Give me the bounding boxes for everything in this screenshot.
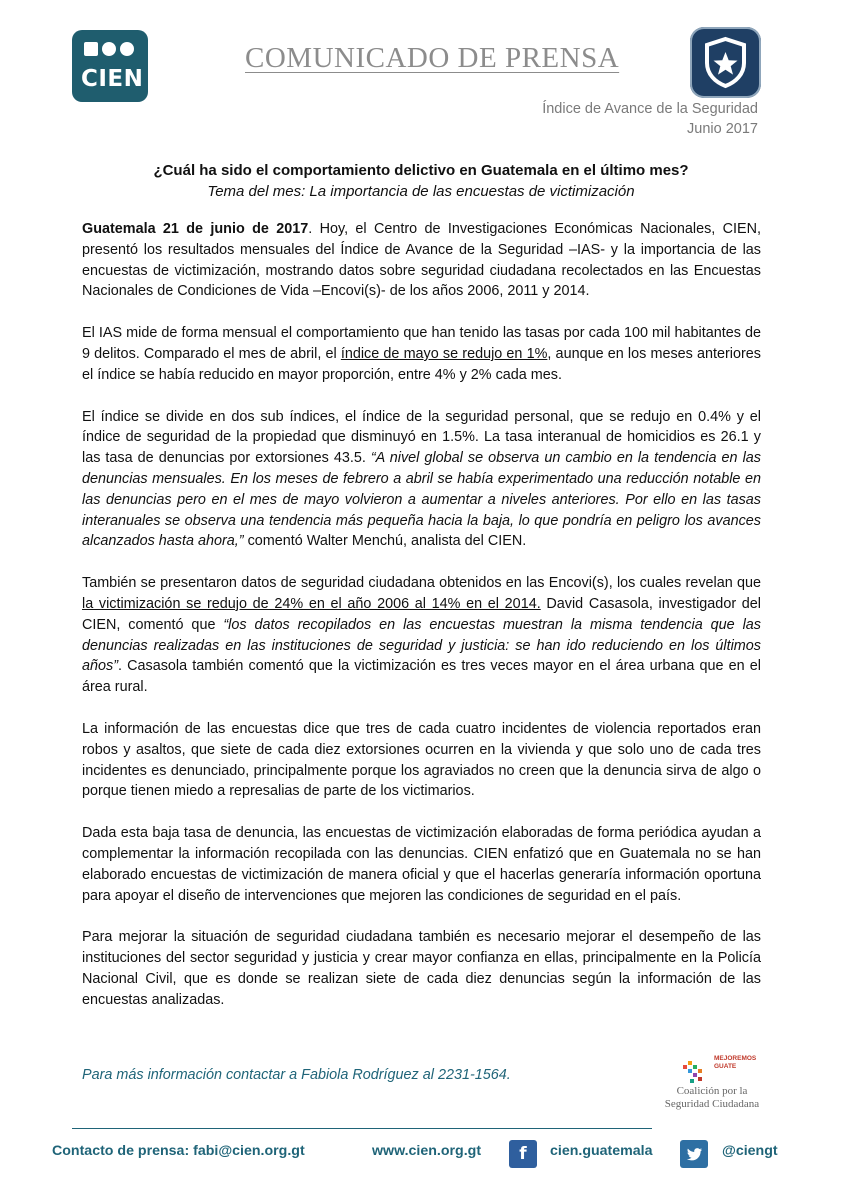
paragraph-4 xyxy=(82,573,761,698)
coalition-name-line2: Seguridad Ciudadana xyxy=(664,1098,760,1110)
dateline: Guatemala 21 de junio de 2017 xyxy=(82,221,309,237)
headline xyxy=(0,160,842,202)
facebook-handle[interactable]: cien.guatemala xyxy=(550,1143,653,1159)
twitter-icon[interactable] xyxy=(680,1140,708,1168)
coalition-name-line1: Coalición por la xyxy=(676,1085,748,1097)
paragraph-2 xyxy=(82,323,761,385)
paragraph-text: , aunque en los meses anteriores el índice se había reducido en mayor proporción, entre 4% y 2% cada mes. xyxy=(82,345,761,383)
logo-square-shape xyxy=(84,42,98,56)
press-contact-email[interactable]: Contacto de prensa: fabi@cien.org.gt xyxy=(52,1143,305,1159)
report-name: Índice de Avance de la Seguridad xyxy=(542,101,758,117)
cien-logo xyxy=(72,30,148,102)
highlighted-text: índice de mayo se redujo en 1% xyxy=(340,345,548,362)
paragraph-7: Para mejorar la situación de seguridad ciudadana también es necesario mejorar el desempeño de las instituciones del sector seguridad y justicia y crear mayor confianza en ellas, principalmente en la Policía Nacional Civil, que es donde se realizan siete de cada diez denuncias según la información de las encuestas analizadas. xyxy=(82,929,761,1008)
twitter-handle[interactable]: @ciengt xyxy=(722,1143,778,1159)
highlighted-text: la victimización se redujo de 24% en el año 2006 al 14% en el 2014. xyxy=(82,595,541,612)
footer xyxy=(52,1140,792,1164)
press-release-body xyxy=(82,219,761,1032)
paragraph-3 xyxy=(82,407,761,553)
coalition-brand-line1: MEJOREMOS xyxy=(714,1055,757,1062)
paragraph-text: David Casasola, investigador del CIEN, comentó que xyxy=(82,595,761,633)
paragraph-text: El índice se divide en dos sub índices, el índice de la seguridad personal, que se redujo en 0.4% y el índice de seguridad de la propiedad que disminuyó en 1.5%. La tasa interanual de homicidios es 26.1 y las tasa de denuncias por extorsiones 43.5. xyxy=(82,408,761,467)
more-info-contact: Para más información contactar a Fabiola Rodríguez al 2231-1564. xyxy=(82,1067,511,1083)
headline-theme: Tema del mes: La importancia de las encuestas de victimización xyxy=(207,183,635,200)
quote-text: “los datos recopilados en las encuestas muestran la misma tendencia que las denuncias realizadas en las instituciones de seguridad y justicia: se han ido reduciendo en los últimos años” xyxy=(82,616,761,675)
paragraph-text: También se presentaron datos de seguridad ciudadana obtenidos en las Encovi(s), los cuales revelan que xyxy=(82,575,761,592)
coalition-mark-icon xyxy=(680,1057,710,1091)
website-link[interactable]: www.cien.org.gt xyxy=(372,1143,482,1159)
coalition-logo xyxy=(660,1055,764,1111)
paragraph-6: Dada esta baja tasa de denuncia, las encuestas de victimización elaboradas de forma periódica ayudan a complementar la información recopilada con las denuncias. CIEN enfatizó que en Guatemala no se han elaborado encuestas de victimización de manera oficial y que el hacerlas generaría información oportuna para apoyar el diseño de intervenciones que mejoren las condiciones de seguridad en el país. xyxy=(82,825,761,904)
report-date: Junio 2017 xyxy=(687,121,758,137)
logo-circle-shape xyxy=(120,42,134,56)
logo-text: CIEN xyxy=(81,66,144,92)
paragraph-text: comentó Walter Menchú, analista del CIEN. xyxy=(243,533,527,550)
coalition-brand-line2: GUATE xyxy=(714,1063,737,1070)
quote-text: “A nivel global se observa un cambio en la tendencia en las denuncias mensuales. En los meses de febrero a abril se había experimentado una reducción notable en las denuncias pero en el mes de mayo volvieron a aumentar a niveles anteriores. Por ello en las tasas interanuales se observa una tendencia más pequeña hacia la baja, lo que pondría en peligro los avances alcanzados hasta ahora,” xyxy=(82,450,761,550)
footer-divider xyxy=(72,1128,652,1129)
logo-circle-shape xyxy=(102,42,116,56)
headline-question: ¿Cuál ha sido el comportamiento delictivo en Guatemala en el último mes? xyxy=(153,162,689,179)
facebook-icon[interactable]: f xyxy=(509,1140,537,1168)
paragraph-text: El IAS mide de forma mensual el comportamiento que han tenido las tasas por cada 100 mil habitantes de 9 delitos. Comparado el mes de abril, el xyxy=(82,325,761,362)
report-meta xyxy=(542,99,758,139)
paragraph-1 xyxy=(82,219,761,302)
paragraph-text: . Hoy, el Centro de Investigaciones Económicas Nacionales, CIEN, presentó los resultados mensuales del Índice de Avance de la Seguridad –IAS- y la importancia de las encuestas de victimización, mostrando datos sobre seguridad ciudadana recolectados en las Encuestas Nacionales de Condiciones de Vida –Encovi(s)- de los años 2006, 2011 y 2014. xyxy=(82,221,761,300)
paragraph-5: La información de las encuestas dice que tres de cada cuatro incidentes de violencia reportados eran robos y asaltos, que siete de cada diez extorsiones ocurren en la vivienda y que solo uno de cada tres incidentes es denunciado, principalmente porque los agraviados no creen que la denuncia sirva de algo o porque tienen miedo a represalias de parte de los victimarios. xyxy=(82,720,761,800)
paragraph-text: . Casasola también comentó que la victimización es tres veces mayor en el área urbana que en el área rural. xyxy=(82,658,761,696)
security-index-badge-icon xyxy=(690,27,761,98)
page-title: COMUNICADO DE PRENSA xyxy=(245,42,620,74)
